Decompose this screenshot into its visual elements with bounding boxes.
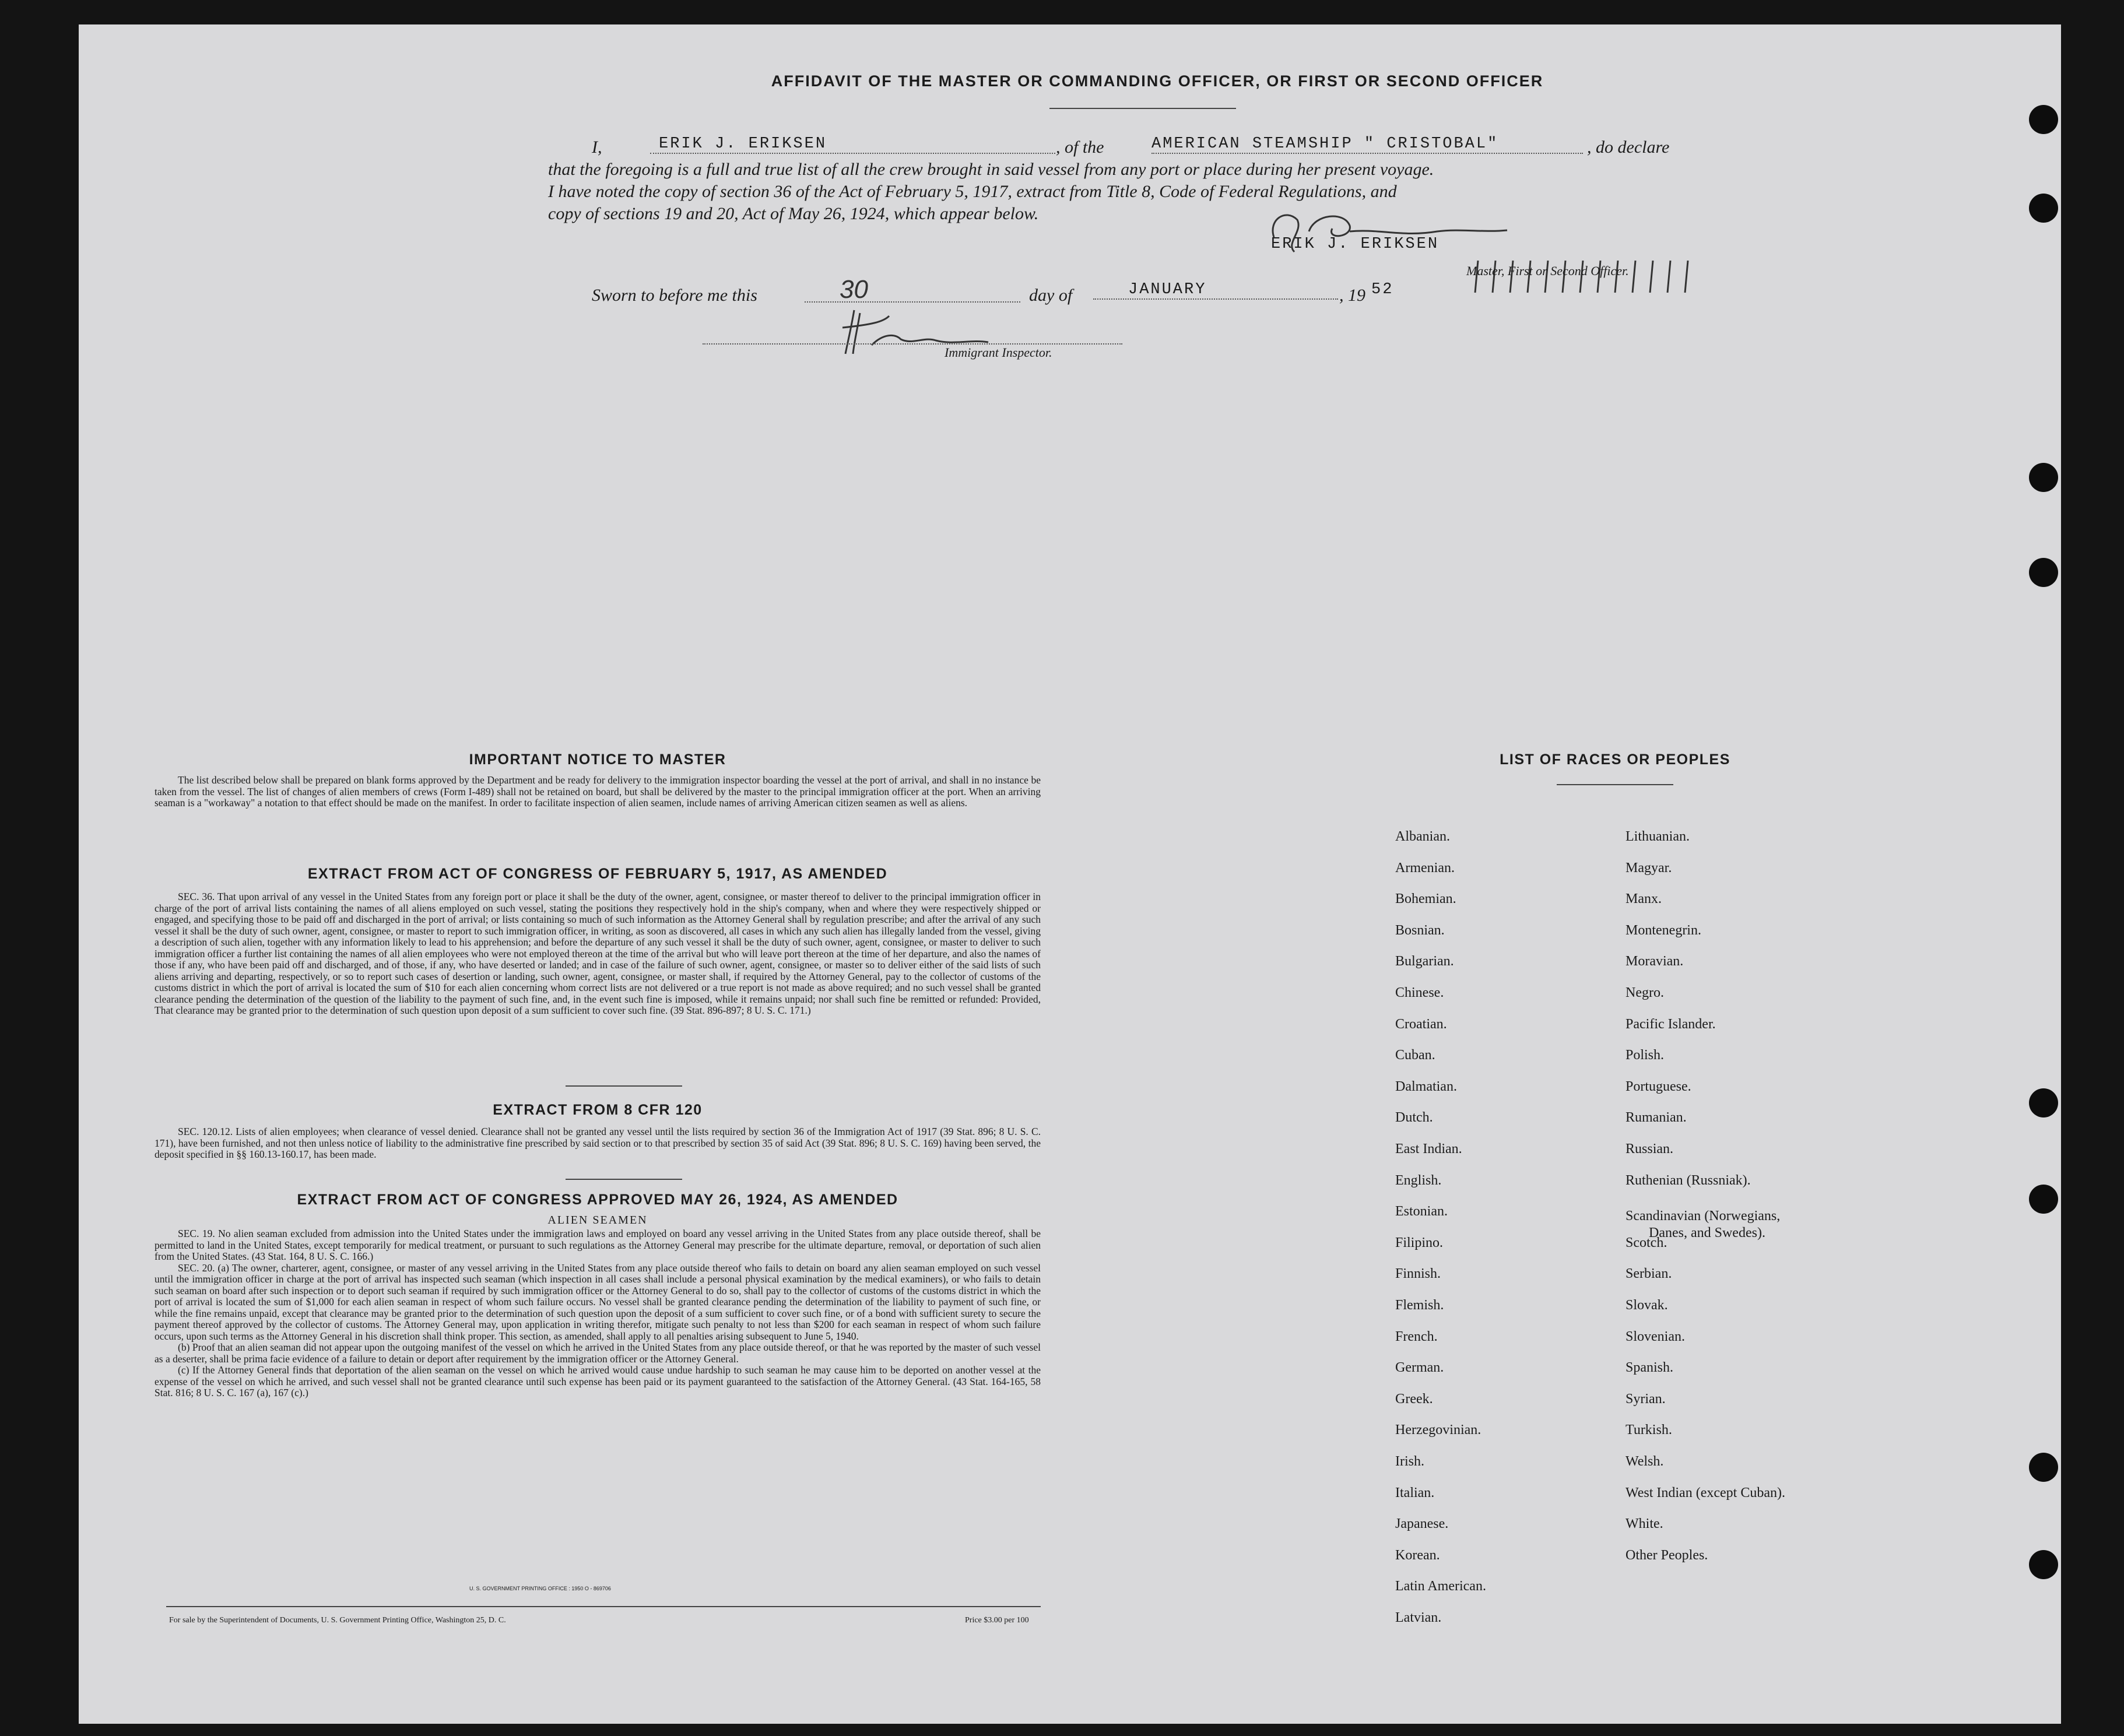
- race-item: West Indian (except Cuban).: [1626, 1485, 1785, 1500]
- race-item: Latvian.: [1395, 1610, 1442, 1625]
- for-sale-note: For sale by the Superintendent of Documents, U. S. Government Printing Office, Washington 25, D. C.: [169, 1616, 506, 1625]
- notice-title: IMPORTANT NOTICE TO MASTER: [469, 751, 726, 768]
- race-item: Other Peoples.: [1626, 1547, 1708, 1563]
- race-item: Chinese.: [1395, 985, 1444, 1000]
- race-item: French.: [1395, 1329, 1438, 1344]
- document-page: [79, 24, 2061, 1724]
- punch-hole: [2029, 463, 2058, 492]
- affidavit-line-3: I have noted the copy of section 36 of the Act of February 5, 1917, extract from Title 8, Code of Federal Regulations, and: [548, 182, 1397, 201]
- race-item: Armenian.: [1395, 860, 1455, 876]
- race-item: Danes, and Swedes).: [1649, 1225, 1765, 1241]
- notice-text: [155, 775, 1041, 809]
- master-signature: [1262, 196, 1525, 266]
- race-item: Spanish.: [1626, 1360, 1674, 1376]
- punch-hole: [2029, 1185, 2058, 1214]
- race-item: Japanese.: [1395, 1516, 1449, 1532]
- affidavit-line-2: that the foregoing is a full and true list of all the crew brought in said vessel from any port or place during her present voyage.: [548, 160, 1434, 179]
- punch-hole: [2029, 194, 2058, 223]
- sec-20c-paragraph: (c) If the Attorney General finds that deportation of the alien seaman on the vessel on which he arrived would cause undue hardship to such seaman he may cause him to be deported on another vessel at the expense of the vessel on which he arrived, and such vessel shall not be granted clearance until such expense has been paid or its payment guaranteed to the satisfaction of the Attorney General. (43 Stat. 164-165, 58 Stat. 816; 8 U. S. C. 167 (a), 167 (c).): [155, 1364, 1041, 1398]
- extract-cfr-text: [155, 1126, 1041, 1161]
- inspector-label: Immigrant Inspector.: [945, 345, 1052, 360]
- sworn-day-field: [805, 275, 1020, 303]
- punch-hole: [2029, 1453, 2058, 1482]
- sec-120-12-paragraph: SEC. 120.12. Lists of alien employees; when clearance of vessel denied. Clearance shall not be granted any vessel until the lists required by section 36 of the Immigration Act of 1917 (39 Stat. 896; 8 U. S. C. 171), have been furnished, and not then unless notice of liability to the administrative fine prescribed by said section or to that prescribed by section 35 of said Act (39 Stat. 896; 8 U. S. C. 169) having been served, the deposit specified in §§ 160.13-160.17, has been made.: [155, 1126, 1041, 1160]
- sec-36-paragraph: SEC. 36. That upon arrival of any vessel in the United States from any foreign port or place it shall be the duty of the owner, agent, consignee, or master thereof to deliver to the principal immigration officer in charge of the port of arrival lists containing the names of all aliens employed on such vessel, stating the positions they respectively hold in the ship's company, when and where they were respectively shipped or engaged, and specifying those to be paid off and discharged in the port of arrival; or lists containing so much of such information as the Attorney General shall by regulation prescribe; and after the arrival of any such vessel it shall be the duty of such owner, agent, consignee, or master to report to such immigration officer, in writing, as soon as discovered, all cases in which any such alien has illegally landed from the vessel, giving a description of such alien, together with any information likely to lead to his apprehension; and before the departure of any such vessel it shall be the duty of such owner, agent, consignee, or master to deliver to such immigration officer a further list containing the names of all alien employees who were not employed thereon at the time of the arrival but who will leave port thereon at the time of her departure, and also the names of those if any, who have been paid off and discharged, and of those, if any, who have deserted or landed; and in case of the failure of such owner, agent, consignee, or master so to deliver either of the said lists of such aliens arriving and departing, respectively, or so to report such cases of desertion or landing, such owner, agent, consignee, or master shall, if required by the Attorney General, pay to the collector of customs of the customs district in which the port of arrival is located the sum of $10 for each alien concerning whom correct lists are not delivered or a true report is not made as above required; and no such vessel shall be granted clearance pending the determination of the question of the liability to the payment of such fine, and, in the event such fine is imposed, while it remains unpaid; nor shall such fine be remitted or refunded: Provided, That clearance may be granted prior to the determination of such question upon deposit of a sum sufficient to cover such fine. (39 Stat. 896-897; 8 U. S. C. 171.): [155, 891, 1041, 1016]
- race-item: Manx.: [1626, 891, 1662, 907]
- race-item: Greek.: [1395, 1391, 1433, 1407]
- race-item: Italian.: [1395, 1485, 1435, 1500]
- race-item: Russian.: [1626, 1141, 1674, 1157]
- race-item: Montenegrin.: [1626, 922, 1701, 938]
- race-item: Irish.: [1395, 1454, 1424, 1469]
- race-item: Albanian.: [1395, 829, 1450, 844]
- race-item: Korean.: [1395, 1547, 1440, 1563]
- race-item: Dalmatian.: [1395, 1078, 1457, 1094]
- extract-1924-title: EXTRACT FROM ACT OF CONGRESS APPROVED MAY 26, 1924, AS AMENDED: [297, 1192, 898, 1208]
- races-title: LIST OF RACES OR PEOPLES: [1500, 751, 1730, 768]
- race-item: Estonian.: [1395, 1204, 1448, 1220]
- race-item: Cuban.: [1395, 1048, 1435, 1063]
- officer-name: ERIK J. ERIKSEN: [650, 135, 1055, 154]
- affidavit-heading: AFFIDAVIT OF THE MASTER OR COMMANDING OFFICER, OR FIRST OR SECOND OFFICER: [771, 72, 1544, 90]
- race-item: Portuguese.: [1626, 1078, 1691, 1094]
- footer-rule: [166, 1606, 1041, 1607]
- signature-role: Master, First or Second Officer.: [1466, 263, 1629, 278]
- sworn-day: 30: [840, 275, 868, 304]
- race-item: White.: [1626, 1516, 1663, 1532]
- race-item: Bulgarian.: [1395, 954, 1454, 969]
- sworn-label: Sworn to before me this: [592, 286, 757, 305]
- race-item: Slovak.: [1626, 1298, 1668, 1313]
- race-item: Scotch.: [1626, 1235, 1667, 1250]
- sec-20a-paragraph: SEC. 20. (a) The owner, charterer, agent, consignee, or master of any vessel arriving in the United States from any place outside thereof who fails to detain on board any alien seaman employed on such vessel until the immigration officer in charge at the port of arrival has inspected such seaman (which inspection in all cases shall include a personal physical examination by the medical examiners), or who fails to detain such seaman on board after such inspection or to deport such seaman if required by such immigration officer or the Attorney General to do so, shall pay to the collector of customs of the customs district in which the port of arrival is located the sum of $1,000 for each alien seaman in respect of whom such failure occurs. No vessel shall be granted clearance pending the determination of the liability to payment of such fine, or while the fine remains unpaid, except that clearance may be granted prior to the determination of such question upon the deposit of a sum sufficient to cover such fine, or of a bond with sufficient surety to secure the payment thereof approved by the collector of customs. The Attorney General may, upon application in writing therefor, mitigate such penalty to not less than $200 for each seaman in respect of whom such failure occurs, upon such terms as the Attorney General in his discretion shall think proper. This section, as amended, shall apply to all penalties arising subsequent to June 5, 1940.: [155, 1261, 1041, 1342]
- race-item: Moravian.: [1626, 954, 1684, 969]
- race-item: Bohemian.: [1395, 891, 1456, 907]
- sworn-month: JANUARY: [1093, 281, 1338, 300]
- race-item: Croatian.: [1395, 1016, 1447, 1032]
- section-divider: [566, 1179, 682, 1180]
- race-item: Filipino.: [1395, 1235, 1444, 1250]
- race-item: German.: [1395, 1360, 1444, 1376]
- race-item: Turkish.: [1626, 1422, 1672, 1438]
- price-note: Price $3.00 per 100: [965, 1616, 1029, 1625]
- race-item: Bosnian.: [1395, 922, 1445, 938]
- do-declare-label: , do declare: [1587, 138, 1670, 157]
- race-item: Welsh.: [1626, 1454, 1664, 1469]
- affidavit-line-1: [592, 135, 1735, 159]
- notice-paragraph: The list described below shall be prepared on blank forms approved by the Department and be ready for delivery to the immigration inspector boarding the vessel at the port of arrival, and shall in no instance be taken from the vessel. The list of changes of alien members of crews (Form I-489) shall not be retained on board, but shall be delivered by the master to the principal immigration officer at the port. When an arriving seaman is a "workaway" a notation to that effect should be made on the manifest. In order to facilitate inspection of alien seamen, include names of arriving American citizen seamen as well as aliens.: [155, 774, 1041, 809]
- race-item: Latin American.: [1395, 1579, 1486, 1594]
- punch-hole: [2029, 1550, 2058, 1579]
- race-item: Slovenian.: [1626, 1329, 1685, 1344]
- heading-underline: [1049, 108, 1236, 109]
- race-item: Polish.: [1626, 1048, 1665, 1063]
- year-prefix: , 19: [1339, 286, 1365, 305]
- race-item: Lithuanian.: [1626, 829, 1690, 844]
- race-item: Pacific Islander.: [1626, 1016, 1716, 1032]
- affidavit-line-4: copy of sections 19 and 20, Act of May 26, 1924, which appear below.: [548, 204, 1039, 223]
- race-item: Dutch.: [1395, 1110, 1433, 1126]
- extract-1924-text: [155, 1228, 1041, 1399]
- punch-hole: [2029, 105, 2058, 134]
- race-item: Herzegovinian.: [1395, 1422, 1481, 1438]
- extract-1917-title: EXTRACT FROM ACT OF CONGRESS OF FEBRUARY 5, 1917, AS AMENDED: [307, 866, 888, 882]
- race-item: Negro.: [1626, 985, 1664, 1000]
- race-item: Ruthenian (Russniak).: [1626, 1172, 1751, 1188]
- vessel-name: AMERICAN STEAMSHIP " CRISTOBAL": [1151, 135, 1583, 154]
- year-suffix: 52: [1371, 281, 1394, 298]
- race-item: Magyar.: [1626, 860, 1672, 876]
- sec-20b-paragraph: (b) Proof that an alien seaman did not appear upon the outgoing manifest of the vessel on which he arrived in the United States from any place outside thereof, or that he was reported by the master of such vessel as a deserter, shall be prima facie evidence of a failure to detain or deport after requirement by the immigration officer or the Attorney General.: [155, 1341, 1041, 1365]
- alien-seamen-subtitle: ALIEN SEAMEN: [547, 1214, 648, 1227]
- race-item: Finnish.: [1395, 1266, 1441, 1282]
- signature-typed-name: ERIK J. ERIKSEN: [1271, 236, 1440, 253]
- race-item: Scandinavian (Norwegians,: [1626, 1208, 1781, 1224]
- extract-1917-text: [155, 891, 1041, 1017]
- race-item: English.: [1395, 1172, 1442, 1188]
- punch-hole: [2029, 558, 2058, 587]
- race-item: Flemish.: [1395, 1298, 1444, 1313]
- inspector-line: [703, 342, 1122, 345]
- race-item: Syrian.: [1626, 1391, 1666, 1407]
- race-item: Serbian.: [1626, 1266, 1672, 1282]
- race-item: Rumanian.: [1626, 1110, 1687, 1126]
- section-divider: [566, 1085, 682, 1087]
- race-item: East Indian.: [1395, 1141, 1462, 1157]
- extract-cfr-title: EXTRACT FROM 8 CFR 120: [493, 1102, 703, 1118]
- races-underline: [1557, 784, 1673, 785]
- i-label: I,: [592, 138, 602, 157]
- of-the-label: , of the: [1056, 138, 1104, 157]
- punch-hole: [2029, 1088, 2058, 1117]
- gpo-imprint: U. S. GOVERNMENT PRINTING OFFICE : 1950 O - 869706: [469, 1586, 611, 1591]
- day-of-label: day of: [1029, 286, 1073, 305]
- sec-19-paragraph: SEC. 19. No alien seaman excluded from admission into the United States under the immigration laws and employed on board any vessel arriving in the United States from any place outside thereof, shall be permitted to land in the United States, except temporarily for medical treatment, or pursuant to such regulations as the Attorney General may prescribe for the ultimate departure, removal, or deportation of such alien from the United States. (43 Stat. 164, 8 U. S. C. 166.): [155, 1228, 1041, 1262]
